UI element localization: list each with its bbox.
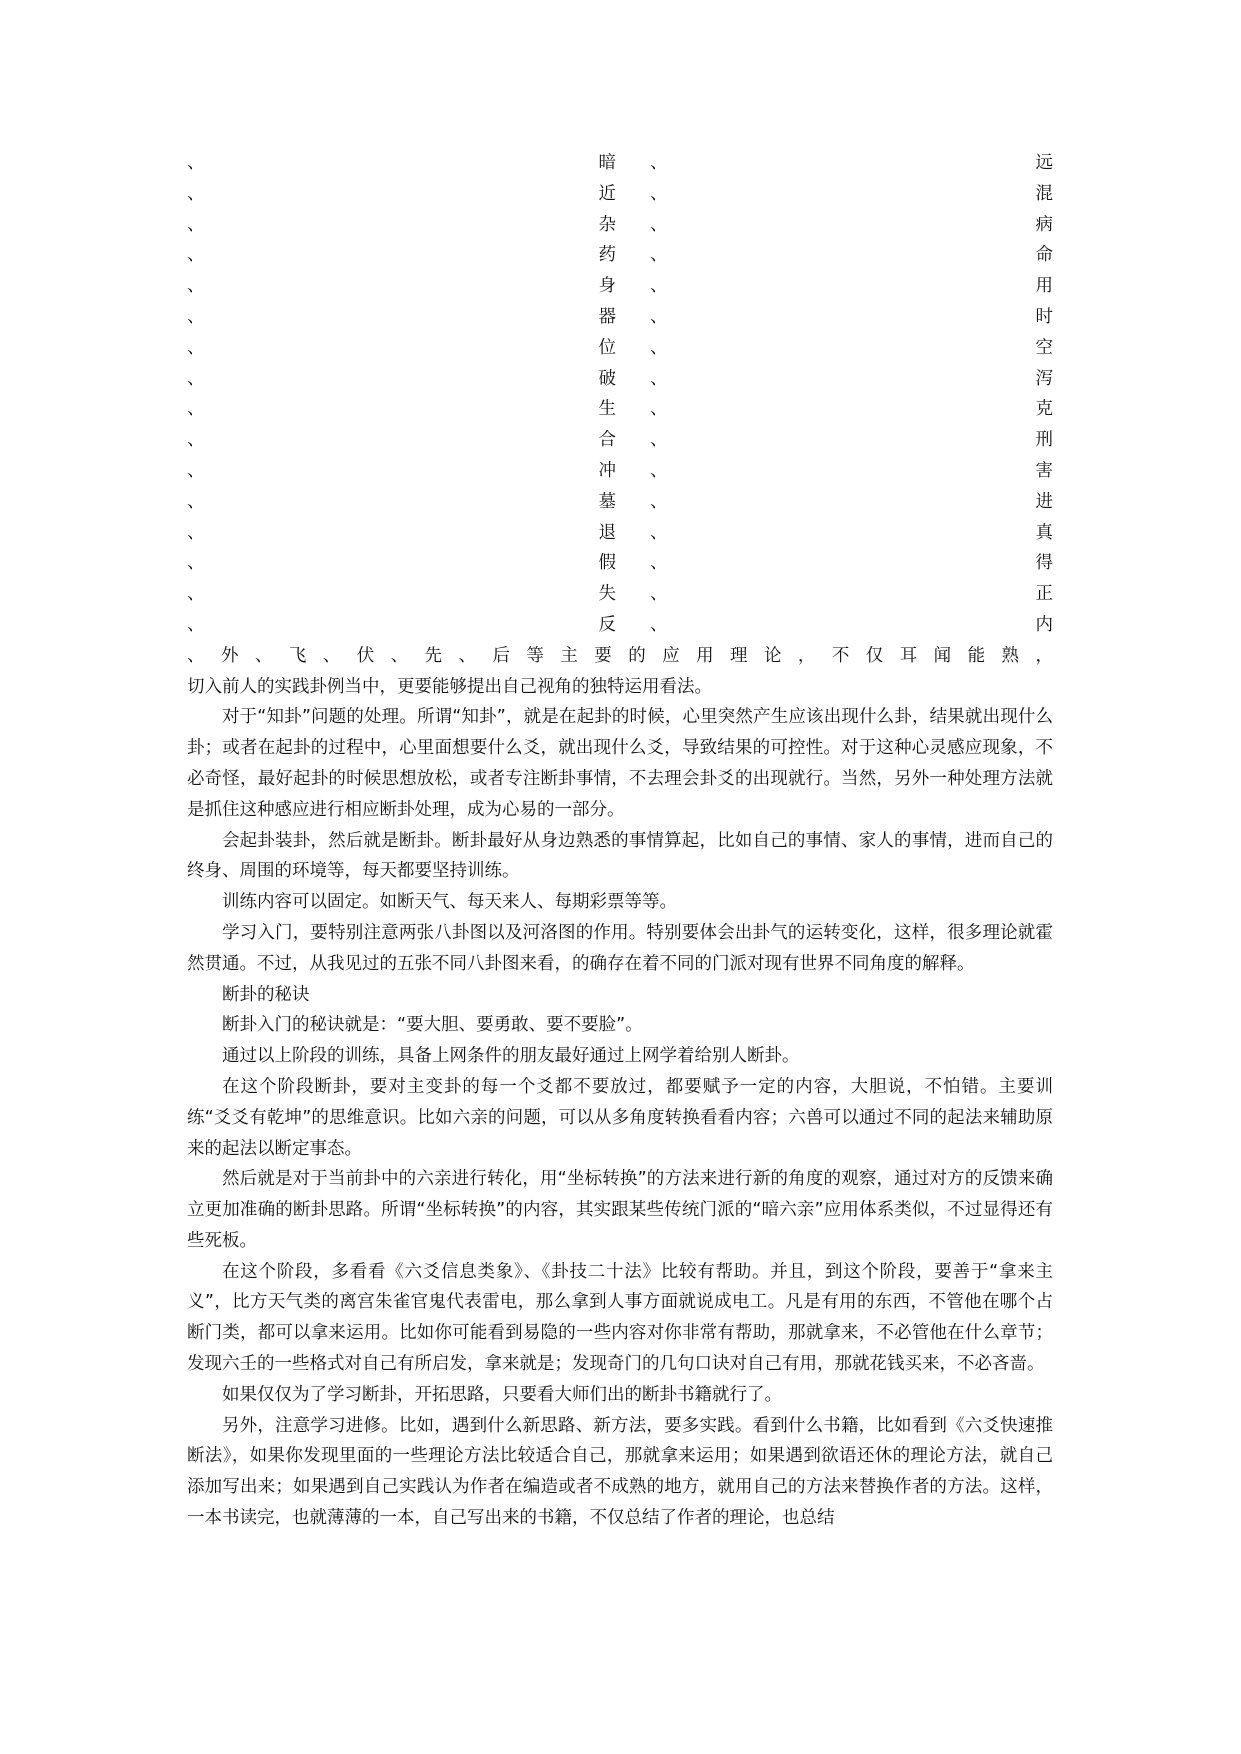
grid-cell: 位 bbox=[598, 337, 616, 358]
justified-char: 主 bbox=[560, 645, 578, 666]
document-page bbox=[187, 148, 1053, 1534]
paragraph: 断卦入门的秘诀就是：“要大胆、要勇敢、要不要脸”。 bbox=[222, 1015, 643, 1036]
paragraph: 训练内容可以固定。如断天气、每天来人、每期彩票等等。 bbox=[222, 892, 677, 913]
grid-cell: 刑 bbox=[1035, 430, 1053, 451]
paragraph: 然后就是对于当前卦中的六亲进行转化，用“坐标转换”的方法来进行新的角度的观察，通过对方的反馈来确立更加准确的断卦思路。所谓“坐标转换”的内容，其实跟某些传统门派的“暗六亲”应用体系类似，不过显得还有些死板。 bbox=[187, 1169, 1053, 1251]
justified-char: ， bbox=[797, 645, 816, 666]
grid-cell: 害 bbox=[1035, 460, 1053, 481]
justified-char: 等 bbox=[526, 645, 544, 666]
grid-cell: 正 bbox=[1035, 584, 1053, 605]
grid-cell: 、 bbox=[650, 399, 668, 420]
grid-cell: 、 bbox=[650, 491, 668, 512]
grid-cell: 退 bbox=[598, 522, 616, 543]
grid-cell: 、 bbox=[650, 460, 668, 481]
grid-cell: 进 bbox=[1035, 491, 1053, 512]
grid-cell: 命 bbox=[1035, 245, 1053, 266]
grid-cell: 、 bbox=[650, 522, 668, 543]
grid-cell: 真 bbox=[1035, 522, 1053, 543]
grid-cell: 得 bbox=[1035, 553, 1053, 574]
grid-cell: 克 bbox=[1035, 399, 1053, 420]
justified-char: 耳 bbox=[899, 645, 918, 666]
grid-cell: 、 bbox=[650, 368, 668, 389]
grid-cell: 、 bbox=[187, 214, 205, 235]
grid-cell: 、 bbox=[187, 399, 205, 420]
justified-char: 能 bbox=[967, 645, 986, 666]
grid-cell: 、 bbox=[650, 337, 668, 358]
grid-cell: 、 bbox=[187, 337, 205, 358]
grid-cell: 、 bbox=[650, 276, 668, 297]
grid-cell: 、 bbox=[187, 306, 205, 327]
character-grid bbox=[187, 148, 1053, 641]
justified-char: 飞 bbox=[288, 645, 307, 666]
paragraph: 会起卦装卦，然后就是断卦。断卦最好从身边熟悉的事情算起，比如自己的事情、家人的事情，进而自己的终身、周围的环境等，每天都要坚持训练。 bbox=[187, 830, 1053, 882]
grid-cell: 杂 bbox=[598, 214, 616, 235]
section-heading: 断卦的秘诀 bbox=[222, 984, 310, 1005]
justified-char: 、 bbox=[390, 645, 409, 666]
grid-cell: 泻 bbox=[1035, 368, 1053, 389]
paragraph: 通过以上阶段的训练，具备上网条件的朋友最好通过上网学着给别人断卦。 bbox=[222, 1046, 800, 1067]
lead-line: 切入前人的实践卦例当中，更要能够提出自己视角的独特运用看法。 bbox=[187, 676, 712, 697]
grid-cell: 病 bbox=[1035, 214, 1053, 235]
grid-cell: 、 bbox=[187, 153, 205, 173]
justified-line bbox=[187, 641, 1053, 672]
grid-cell: 近 bbox=[598, 183, 616, 204]
grid-cell: 、 bbox=[187, 522, 205, 543]
grid-cell: 合 bbox=[598, 430, 616, 451]
grid-cell: 、 bbox=[650, 153, 668, 173]
grid-cell: 、 bbox=[650, 306, 668, 327]
justified-char: 后 bbox=[492, 645, 510, 666]
grid-cell: 、 bbox=[650, 245, 668, 266]
justified-char: 闻 bbox=[933, 645, 952, 666]
justified-char: 仅 bbox=[865, 645, 884, 666]
justified-char: 、 bbox=[187, 645, 205, 666]
grid-cell: 身 bbox=[598, 276, 616, 297]
grid-cell: 内 bbox=[1035, 614, 1053, 635]
grid-cell: 、 bbox=[187, 584, 205, 605]
grid-cell: 器 bbox=[598, 306, 616, 327]
grid-cell: 、 bbox=[187, 430, 205, 451]
grid-cell: 、 bbox=[650, 214, 668, 235]
grid-cell: 用 bbox=[1035, 276, 1053, 297]
grid-cell: 生 bbox=[598, 399, 616, 420]
justified-char: 、 bbox=[322, 645, 341, 666]
paragraph: 在这个阶段，多看看《六爻信息类象》、《卦技二十法》比较有帮助。并且，到这个阶段，要善于“拿来主义”，比方天气类的离宫朱雀官鬼代表雷电，那么拿到人事方面就说成电工。凡是有用的东西，不管他在哪个占断门类，都可以拿来运用。比如你可能看到易隐的一些内容对你非常有帮助，那就拿来，不必管他在什么章节；发现六壬的一些格式对自己有所启发，拿来就是；发现奇门的几句口诀对自己有用，那就花钱买来，不必吝啬。 bbox=[187, 1261, 1053, 1375]
grid-cell: 、 bbox=[650, 614, 668, 635]
grid-cell: 时 bbox=[1035, 306, 1053, 327]
justified-char: 论 bbox=[763, 645, 782, 666]
grid-cell: 空 bbox=[1035, 337, 1053, 358]
justified-char: 、 bbox=[458, 645, 476, 666]
grid-cell: 远 bbox=[1035, 153, 1053, 173]
grid-cell: 、 bbox=[187, 553, 205, 574]
grid-cell: 、 bbox=[650, 584, 668, 605]
grid-cell: 失 bbox=[598, 584, 616, 605]
grid-cell: 药 bbox=[598, 245, 616, 266]
grid-cell: 、 bbox=[187, 276, 205, 297]
justified-char: 要 bbox=[594, 645, 612, 666]
grid-cell: 、 bbox=[187, 491, 205, 512]
grid-cell: 混 bbox=[1035, 183, 1053, 204]
justified-char: ， bbox=[1035, 645, 1053, 666]
grid-cell: 、 bbox=[650, 183, 668, 204]
grid-cell: 、 bbox=[187, 183, 205, 204]
justified-char: 熟 bbox=[1001, 645, 1019, 666]
paragraph: 另外，注意学习进修。比如，遇到什么新思路、新方法，要多实践。看到什么书籍，比如看到《六爻快速推断法》，如果你发现里面的一些理论方法比较适合自己，那就拿来运用；如果遇到欲语还休的理论方法，就自己添加写出来；如果遇到自己实践认为作者在编造或者不成熟的地方，就用自己的方法来替换作者的方法。这样，一本书读完，也就薄薄的一本，自己写出来的书籍，不仅总结了作者的理论，也总结 bbox=[187, 1415, 1053, 1529]
grid-cell: 、 bbox=[187, 614, 205, 635]
grid-cell: 破 bbox=[598, 368, 616, 389]
justified-char: 先 bbox=[424, 645, 443, 666]
paragraph: 对于“知卦”问题的处理。所谓“知卦”，就是在起卦的时候，心里突然产生应该出现什么卦，结果就出现什么卦；或者在起卦的过程中，心里面想要什么爻，就出现什么爻，导致结果的可控性。对于这种心灵感应现象，不必奇怪，最好起卦的时候思想放松，或者专注断卦事情，不去理会卦爻的出现就行。当然，另外一种处理方法就是抓住这种感应进行相应断卦处理，成为心易的一部分。 bbox=[187, 707, 1053, 820]
justified-char: 不 bbox=[831, 645, 850, 666]
grid-cell: 假 bbox=[598, 553, 616, 574]
justified-char: 理 bbox=[730, 645, 748, 666]
grid-cell: 、 bbox=[650, 553, 668, 574]
justified-char: 、 bbox=[254, 645, 273, 666]
grid-cell: 、 bbox=[187, 245, 205, 266]
justified-char: 伏 bbox=[356, 645, 375, 666]
grid-cell: 暗 bbox=[598, 153, 616, 173]
grid-cell: 墓 bbox=[598, 491, 616, 512]
grid-cell: 、 bbox=[187, 460, 205, 481]
justified-char: 的 bbox=[628, 645, 646, 666]
paragraph: 在这个阶段断卦，要对主变卦的每一个爻都不要放过，都要赋予一定的内容，大胆说，不怕错。主要训练“爻爻有乾坤”的思维意识。比如六亲的问题，可以从多角度转换看看内容；六兽可以通过不同的起法来辅助原来的起法以断定事态。 bbox=[187, 1076, 1053, 1159]
paragraph: 学习入门，要特别注意两张八卦图以及河洛图的作用。特别要体会出卦气的运转变化，这样，很多理论就霍然贯通。不过，从我见过的五张不同八卦图来看，的确存在着不同的门派对现有世界不同角度的解释。 bbox=[187, 922, 1053, 974]
justified-char: 用 bbox=[696, 645, 714, 666]
grid-cell: 、 bbox=[187, 368, 205, 389]
grid-cell: 冲 bbox=[598, 460, 616, 481]
grid-cell: 、 bbox=[650, 430, 668, 451]
justified-char: 应 bbox=[662, 645, 680, 666]
paragraph: 如果仅仅为了学习断卦，开拓思路，只要看大师们出的断卦书籍就行了。 bbox=[222, 1384, 782, 1405]
grid-cell: 反 bbox=[598, 614, 616, 635]
justified-char: 外 bbox=[220, 645, 239, 666]
